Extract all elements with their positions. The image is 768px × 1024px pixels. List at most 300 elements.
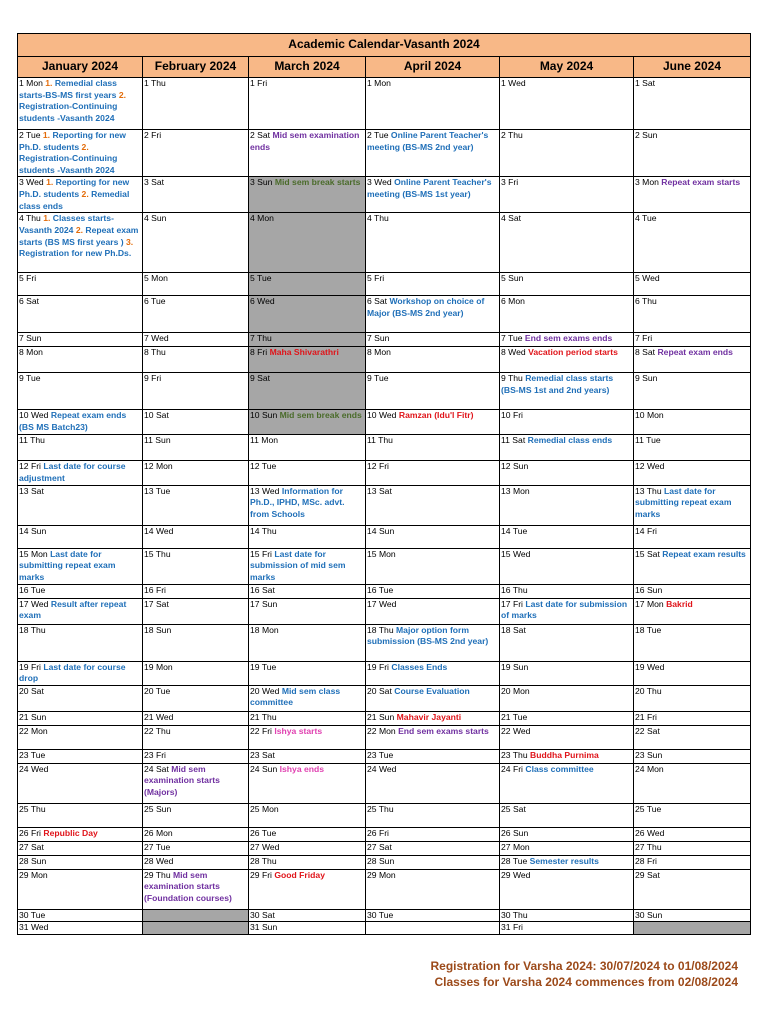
day-cell <box>366 296 500 333</box>
day-label: 2 Sun <box>635 130 658 140</box>
day-label: 19 Mon <box>144 661 173 672</box>
day-label: 9 Sat <box>250 373 271 384</box>
day-label: 20 Tue <box>144 685 171 696</box>
day-label: 11 Sun <box>144 435 171 446</box>
day-cell <box>634 78 751 130</box>
day-label: 6 Mon <box>501 296 525 307</box>
day-cell <box>366 763 500 803</box>
day-label: 20 Mon <box>501 685 530 696</box>
day-label: 12 Fri <box>367 461 389 472</box>
day-cell <box>18 584 143 598</box>
day-label: 5 Fri <box>19 273 37 284</box>
day-cell <box>366 485 500 525</box>
event-text: Repeat exam starts (BS MS first years ) <box>19 224 139 247</box>
day-label: 16 Fri <box>144 584 166 595</box>
day-cell <box>143 435 249 461</box>
event-text: Course Evaluation <box>394 685 470 696</box>
day-cell <box>500 584 634 598</box>
calendar-row <box>18 711 751 725</box>
day-cell <box>18 435 143 461</box>
day-cell <box>143 548 249 584</box>
day-label: 3 Sat <box>144 177 165 188</box>
day-label: 17 Sat <box>144 598 169 609</box>
day-label: 29 Mon <box>19 869 48 880</box>
day-cell <box>366 841 500 855</box>
event-text: Reporting for new Ph.D. students <box>19 130 126 152</box>
day-label: 26 Fri <box>19 827 41 838</box>
day-label: 17 Mon <box>635 598 664 609</box>
calendar-row <box>18 525 751 548</box>
event-text: End sem exams starts <box>398 725 489 736</box>
day-cell <box>249 598 366 624</box>
day-cell <box>634 685 751 711</box>
event-text: Classes Ends <box>391 661 448 672</box>
day-label: 15 Thu <box>144 548 171 559</box>
day-cell <box>366 922 500 935</box>
day-label: 22 Mon <box>19 725 48 736</box>
day-cell <box>366 273 500 296</box>
day-cell <box>249 373 366 410</box>
day-cell <box>18 803 143 827</box>
event-text: Last date for submission of marks <box>501 598 628 621</box>
event-text: Result after repeat exam <box>19 598 127 621</box>
day-label: 30 Tue <box>19 909 46 920</box>
day-label: 7 Thu <box>250 333 272 344</box>
day-label: 3 Wed <box>19 177 44 188</box>
day-cell <box>500 661 634 685</box>
day-cell <box>143 461 249 485</box>
day-label: 26 Fri <box>367 827 389 838</box>
day-label: 15 Fri <box>250 548 272 559</box>
month-header: June 2024 <box>634 57 751 78</box>
event-text: Mid sem break ends <box>279 410 362 421</box>
day-label: 31 Wed <box>19 922 49 933</box>
day-cell <box>249 525 366 548</box>
day-label: 29 Fri <box>250 869 272 880</box>
day-cell <box>249 78 366 130</box>
event-text: Last date for course adjustment <box>19 461 126 483</box>
day-cell <box>366 725 500 749</box>
event-text: Mid sem examination ends <box>250 130 360 152</box>
event-text: Repeat exam starts <box>661 177 741 188</box>
calendar-row <box>18 855 751 869</box>
day-label: 7 Wed <box>144 333 169 344</box>
day-cell <box>18 711 143 725</box>
day-cell <box>366 711 500 725</box>
event-text: 1. <box>43 213 53 224</box>
event-text: 2. <box>79 188 92 199</box>
day-cell <box>634 273 751 296</box>
day-label: 2 Tue <box>19 130 41 140</box>
day-label: 26 Sun <box>501 827 529 838</box>
day-label: 26 Tue <box>250 827 277 838</box>
month-header: May 2024 <box>500 57 634 78</box>
day-cell <box>18 78 143 130</box>
event-text: Semester results <box>529 855 599 866</box>
day-cell <box>500 548 634 584</box>
day-cell <box>634 347 751 373</box>
event-text: Maha Shivarathri <box>269 347 339 358</box>
day-cell <box>18 130 143 177</box>
day-cell <box>143 685 249 711</box>
day-cell <box>500 373 634 410</box>
month-header-row <box>18 57 751 78</box>
day-label: 7 Fri <box>635 333 653 344</box>
day-cell <box>366 525 500 548</box>
day-label: 28 Fri <box>635 855 657 866</box>
day-cell <box>143 273 249 296</box>
day-label: 8 Sat <box>635 347 656 358</box>
day-cell <box>634 598 751 624</box>
day-label: 23 Thu <box>501 749 528 760</box>
calendar-row <box>18 841 751 855</box>
event-text: Online Parent Teacher's meeting (BS-MS 1st year) <box>367 177 492 199</box>
academic-calendar-table <box>17 33 751 935</box>
day-label: 14 Sun <box>19 525 47 536</box>
day-label: 24 Sat <box>144 763 169 774</box>
day-label: 6 Thu <box>635 296 657 307</box>
day-cell <box>249 749 366 763</box>
day-cell <box>18 177 143 213</box>
day-label: 19 Fri <box>367 661 389 672</box>
calendar-row <box>18 827 751 841</box>
day-label: 13 Wed <box>250 485 280 496</box>
day-label: 18 Tue <box>635 624 662 635</box>
day-cell <box>249 841 366 855</box>
day-cell <box>634 177 751 213</box>
day-label: 12 Sun <box>501 461 529 472</box>
event-text: Remedial class starts (BS-MS 1st and 2nd years) <box>501 373 614 395</box>
day-cell <box>143 525 249 548</box>
day-cell <box>500 273 634 296</box>
day-label: 20 Sat <box>367 685 392 696</box>
day-cell <box>249 296 366 333</box>
day-label: 22 Mon <box>367 725 396 736</box>
day-label: 29 Mon <box>367 869 396 880</box>
day-cell <box>18 296 143 333</box>
event-text: Remedial class starts-BS-MS first years <box>19 78 117 100</box>
day-label: 30 Sat <box>250 909 275 920</box>
day-cell <box>366 373 500 410</box>
footer-notes <box>430 958 738 990</box>
day-cell <box>500 213 634 273</box>
day-cell <box>366 177 500 213</box>
calendar-row <box>18 922 751 935</box>
day-cell <box>249 130 366 177</box>
calendar-row <box>18 725 751 749</box>
day-label: 3 Wed <box>367 177 392 188</box>
event-text: Repeat exam ends (BS MS Batch23) <box>19 410 127 432</box>
day-label: 14 Fri <box>635 525 657 536</box>
day-label: 19 Tue <box>250 661 277 672</box>
day-label: 18 Thu <box>367 624 394 635</box>
event-text: Ishya starts <box>274 725 323 736</box>
day-label: 5 Sun <box>501 273 524 284</box>
event-text: Good Friday <box>274 869 325 880</box>
event-text: Mid sem break starts <box>274 177 361 188</box>
event-text: Ramzan (Idu'l Fitr) <box>398 410 474 421</box>
day-cell <box>366 749 500 763</box>
day-label: 19 Sun <box>501 661 529 672</box>
day-label: 9 Tue <box>367 373 389 384</box>
day-cell <box>634 763 751 803</box>
day-cell <box>500 711 634 725</box>
day-label: 15 Sat <box>635 548 660 559</box>
calendar-row <box>18 373 751 410</box>
calendar-row <box>18 661 751 685</box>
day-label: 25 Thu <box>367 803 394 814</box>
day-cell <box>634 435 751 461</box>
day-cell <box>18 273 143 296</box>
day-cell <box>366 909 500 922</box>
event-text: Buddha Purnima <box>530 749 599 760</box>
calendar-row <box>18 548 751 584</box>
day-cell <box>500 525 634 548</box>
calendar-row <box>18 803 751 827</box>
day-label: 11 Thu <box>367 435 393 446</box>
day-cell <box>143 661 249 685</box>
day-cell <box>634 296 751 333</box>
day-cell <box>143 855 249 869</box>
day-cell <box>18 548 143 584</box>
day-cell <box>500 827 634 841</box>
event-text: 3. <box>123 236 134 247</box>
event-text: Mid sem examination starts (Majors) <box>144 763 220 797</box>
day-cell <box>366 598 500 624</box>
day-cell <box>366 333 500 347</box>
day-cell <box>143 827 249 841</box>
day-cell <box>634 922 751 935</box>
day-cell <box>143 485 249 525</box>
day-label: 26 Mon <box>144 827 173 838</box>
day-cell <box>18 213 143 273</box>
day-cell <box>249 922 366 935</box>
day-cell <box>249 827 366 841</box>
event-text: 2. <box>79 141 89 152</box>
day-cell <box>143 763 249 803</box>
day-cell <box>249 725 366 749</box>
day-cell <box>634 213 751 273</box>
event-text: Major option form submission (BS-MS 2nd year) <box>367 624 489 647</box>
day-cell <box>634 661 751 685</box>
day-label: 18 Thu <box>19 624 46 635</box>
day-label: 22 Fri <box>250 725 272 736</box>
day-label: 1 Mon <box>19 78 43 88</box>
event-text: 2. <box>73 224 86 235</box>
day-cell <box>634 584 751 598</box>
event-text: Online Parent Teacher's meeting (BS-MS 2nd year) <box>367 130 489 152</box>
day-label: 27 Wed <box>250 841 280 852</box>
day-label: 2 Sat <box>250 130 271 140</box>
day-label: 6 Sat <box>367 296 388 307</box>
day-label: 29 Sat <box>635 869 660 880</box>
day-label: 24 Wed <box>19 763 49 774</box>
day-label: 1 Wed <box>501 78 526 88</box>
day-cell <box>143 841 249 855</box>
day-label: 11 Thu <box>19 435 45 446</box>
day-label: 25 Sun <box>144 803 172 814</box>
day-label: 12 Fri <box>19 461 41 472</box>
day-label: 27 Mon <box>501 841 530 852</box>
day-label: 21 Tue <box>501 711 528 722</box>
day-cell <box>249 661 366 685</box>
day-label: 31 Sun <box>250 922 278 933</box>
day-label: 23 Tue <box>367 749 394 760</box>
day-cell <box>500 841 634 855</box>
day-label: 3 Sun <box>250 177 273 188</box>
day-cell <box>634 373 751 410</box>
day-cell <box>143 373 249 410</box>
day-cell <box>634 827 751 841</box>
event-text: Last date for submission of mid sem marks <box>250 548 346 582</box>
day-cell <box>143 749 249 763</box>
day-cell <box>143 869 249 909</box>
day-label: 23 Tue <box>19 749 46 760</box>
day-cell <box>143 711 249 725</box>
day-label: 24 Fri <box>501 763 523 774</box>
day-cell <box>143 725 249 749</box>
calendar-row <box>18 685 751 711</box>
day-label: 30 Sun <box>635 909 663 920</box>
day-cell <box>366 827 500 841</box>
day-cell <box>249 855 366 869</box>
day-label: 16 Sat <box>250 584 275 595</box>
day-label: 14 Sun <box>367 525 395 536</box>
day-cell <box>18 624 143 661</box>
calendar-row <box>18 333 751 347</box>
day-cell <box>18 685 143 711</box>
day-cell <box>143 296 249 333</box>
day-cell <box>366 130 500 177</box>
day-cell <box>249 624 366 661</box>
day-label: 18 Mon <box>250 624 279 635</box>
day-label: 10 Wed <box>367 410 397 421</box>
day-label: 31 Fri <box>501 922 523 933</box>
day-cell <box>18 749 143 763</box>
day-cell <box>500 763 634 803</box>
day-cell <box>143 347 249 373</box>
calendar-row <box>18 435 751 461</box>
day-label: 21 Fri <box>635 711 657 722</box>
day-label: 10 Wed <box>19 410 49 421</box>
calendar-row <box>18 624 751 661</box>
day-label: 30 Tue <box>367 909 394 920</box>
event-text: Mid sem examination starts (Foundation courses) <box>144 869 232 903</box>
day-label: 10 Sat <box>144 410 169 421</box>
day-cell <box>18 827 143 841</box>
day-label: 28 Tue <box>501 855 528 866</box>
day-label: 30 Thu <box>501 909 528 920</box>
day-cell <box>500 803 634 827</box>
day-label: 4 Thu <box>19 213 41 224</box>
day-label: 27 Sat <box>19 841 44 852</box>
event-text: Registration-Continuing students -Vasanth 2024 <box>19 153 118 175</box>
day-label: 5 Wed <box>635 273 660 284</box>
day-cell <box>634 855 751 869</box>
day-cell <box>18 525 143 548</box>
day-label: 9 Fri <box>144 373 162 384</box>
event-text: Workshop on choice of Major (BS-MS 2nd year) <box>367 296 485 318</box>
day-label: 15 Mon <box>19 548 48 559</box>
day-label: 13 Mon <box>501 485 530 496</box>
day-label: 8 Thu <box>144 347 166 358</box>
event-text: 1. <box>45 78 55 88</box>
day-label: 8 Mon <box>19 347 43 358</box>
calendar-row <box>18 869 751 909</box>
day-label: 13 Sat <box>367 485 392 496</box>
day-cell <box>249 869 366 909</box>
event-text: End sem exams ends <box>524 333 613 344</box>
day-label: 24 Sun <box>250 763 278 774</box>
day-cell <box>249 548 366 584</box>
day-label: 9 Tue <box>19 373 41 384</box>
calendar-row <box>18 273 751 296</box>
day-label: 7 Sun <box>19 333 42 344</box>
day-label: 6 Sat <box>19 296 40 307</box>
day-label: 17 Fri <box>501 598 523 609</box>
day-label: 20 Sat <box>19 685 44 696</box>
event-text: 2. <box>116 89 126 100</box>
day-label: 15 Mon <box>367 548 396 559</box>
day-label: 16 Tue <box>367 584 394 595</box>
day-cell <box>500 347 634 373</box>
day-cell <box>366 803 500 827</box>
day-label: 23 Sun <box>635 749 663 760</box>
day-cell <box>143 78 249 130</box>
day-cell <box>500 461 634 485</box>
day-label: 12 Mon <box>144 461 173 472</box>
day-label: 14 Tue <box>501 525 528 536</box>
day-cell <box>143 584 249 598</box>
day-cell <box>249 213 366 273</box>
day-cell <box>18 485 143 525</box>
day-cell <box>143 177 249 213</box>
day-label: 25 Mon <box>250 803 279 814</box>
day-cell <box>249 333 366 347</box>
day-label: 10 Mon <box>635 410 664 421</box>
month-header: April 2024 <box>366 57 500 78</box>
day-cell <box>18 333 143 347</box>
day-label: 4 Tue <box>635 213 657 224</box>
day-label: 19 Fri <box>19 661 41 672</box>
day-cell <box>634 803 751 827</box>
day-label: 3 Fri <box>501 177 519 188</box>
day-cell <box>634 841 751 855</box>
day-cell <box>249 410 366 435</box>
day-label: 29 Wed <box>501 869 531 880</box>
day-cell <box>500 922 634 935</box>
day-label: 21 Thu <box>250 711 277 722</box>
day-label: 1 Fri <box>250 78 268 88</box>
day-cell <box>143 598 249 624</box>
day-cell <box>143 909 249 922</box>
day-cell <box>249 685 366 711</box>
day-label: 27 Thu <box>635 841 662 852</box>
day-label: 11 Sat <box>501 435 526 446</box>
day-label: 28 Wed <box>144 855 174 866</box>
day-cell <box>366 855 500 869</box>
day-label: 24 Mon <box>635 763 664 774</box>
day-cell <box>366 869 500 909</box>
day-cell <box>500 749 634 763</box>
day-label: 5 Tue <box>250 273 272 284</box>
day-cell <box>143 410 249 435</box>
event-text: Remedial class ends <box>527 435 613 446</box>
day-label: 2 Fri <box>144 130 162 140</box>
day-label: 8 Wed <box>501 347 526 358</box>
day-label: 12 Tue <box>250 461 277 472</box>
event-text: Bakrid <box>666 598 693 609</box>
